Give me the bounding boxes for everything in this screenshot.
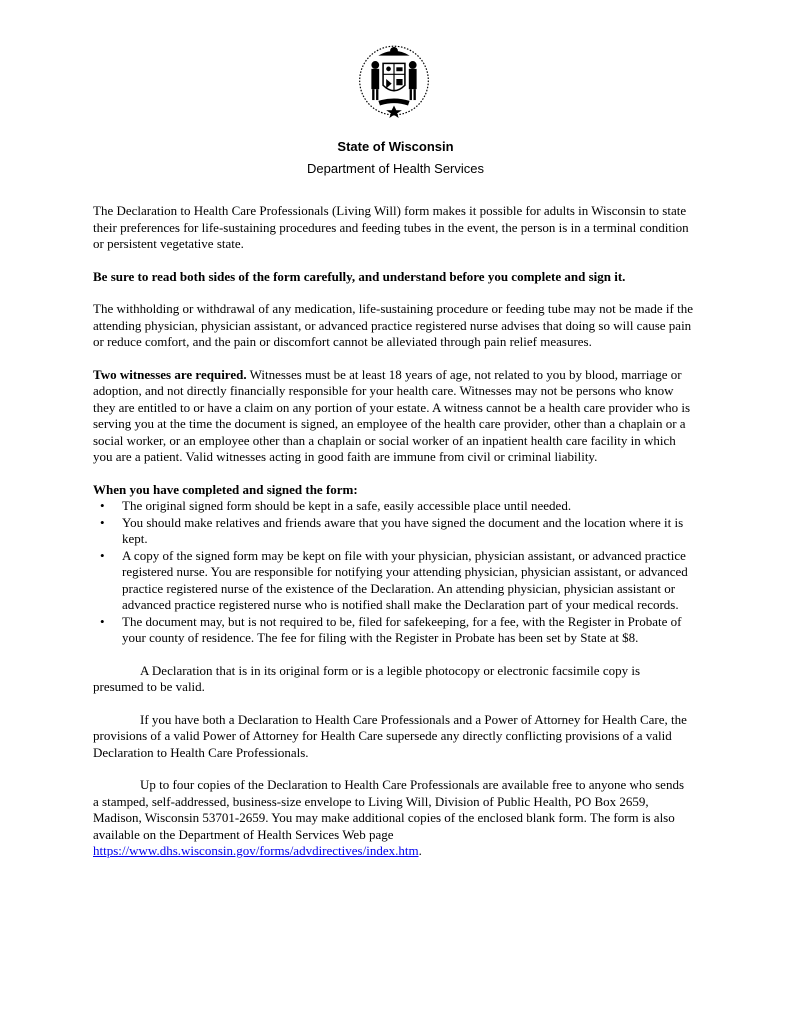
warning-paragraph: Be sure to read both sides of the form carefully, and understand before you complete and sign it. bbox=[93, 268, 626, 284]
intro-paragraph: The Declaration to Health Care Professionals (Living Will) form makes it possible for adults in Wisconsin to state their preferences for life-sustaining procedures and feeding tubes in the event, the person is in a terminal condition or persistent vegetative state. bbox=[93, 203, 689, 251]
witnesses-lead: Two witnesses are required. bbox=[93, 366, 247, 382]
document-body bbox=[93, 203, 693, 876]
copies-paragraph bbox=[93, 777, 693, 860]
power-of-attorney-paragraph: If you have both a Declaration to Health Care Professionals and a Power of Attorney for Health Care, the provisions of a valid Power of Attorney for Health Care supersede any directly conflicting provisions of a valid Declaration to Health Care Professionals. bbox=[93, 711, 687, 760]
validity-paragraph: A Declaration that is in its original form or is a legible photocopy or electronic facsimile copy is presumed to be valid. bbox=[93, 662, 641, 694]
copies-text: Up to four copies of the Declaration to Health Care Professionals are available free to anyone who sends a stamped, self-addressed, business-size envelope to Living Will, Division of Public Health, PO Box 2659, Madison, Wisconsin 53701-2659. You may make additional copies of the enclosed blank form. The form is also available on the Department of Health Services Web page bbox=[93, 777, 685, 842]
list-item: • The document may, but is not required to be, filed for safekeeping, for a fee, with the Register in Probate of your county of residence. The fee for filing with the Register in Probate has been set by State at $8. bbox=[93, 614, 693, 647]
witnesses-paragraph bbox=[93, 367, 693, 466]
page-title: State of Wisconsin bbox=[337, 139, 454, 154]
list-item: • A copy of the signed form may be kept on file with your physician, physician assistant, or advanced practice registered nurse. You are responsible for notifying your attending physician, physician assistant, or advanced practice registered nurse of the existence of the Declaration. An attending physician, physician assistant or advanced practice registered nurse who is notified shall make the Declaration part of your medical records. bbox=[93, 548, 693, 614]
page-subtitle: Department of Health Services bbox=[306, 161, 485, 176]
list-item: • You should make relatives and friends aware that you have signed the document and the location where it is kept. bbox=[93, 515, 693, 548]
copies-end: . bbox=[418, 843, 422, 858]
wisconsin-seal-icon bbox=[355, 40, 433, 118]
dhs-web-link[interactable]: https://www.dhs.wisconsin.gov/forms/advdirectives/index.htm bbox=[93, 843, 419, 858]
completed-list bbox=[93, 498, 693, 647]
completed-heading: When you have completed and signed the form: bbox=[93, 481, 358, 497]
withholding-paragraph: The withholding or withdrawal of any medication, life-sustaining procedure or feeding tube may not be made if the attending physician, physician assistant, or advanced practice registered nurse advises that doing so will cause pain or reduce comfort, and the pain or discomfort cannot be alleviated through pain relief measures. bbox=[93, 301, 693, 349]
witnesses-text: Witnesses must be at least 18 years of age, not related to you by blood, marriage or adoption, and not directly financially responsible for your health care. Witnesses may not be persons who know they are entitled to or have a claim on any portion of your estate. A witness cannot be a health care provider who is serving you at the time the document is signed, an employee of the health care provider, other than a chaplain or a social worker, or an employee other than a chaplain or social worker of an inpatient health care facility in which you are a patient. Valid witnesses acting in good faith are immune from civil or criminal liability. bbox=[93, 366, 691, 464]
list-item: • The original signed form should be kept in a safe, easily accessible place until needed. bbox=[93, 498, 693, 515]
